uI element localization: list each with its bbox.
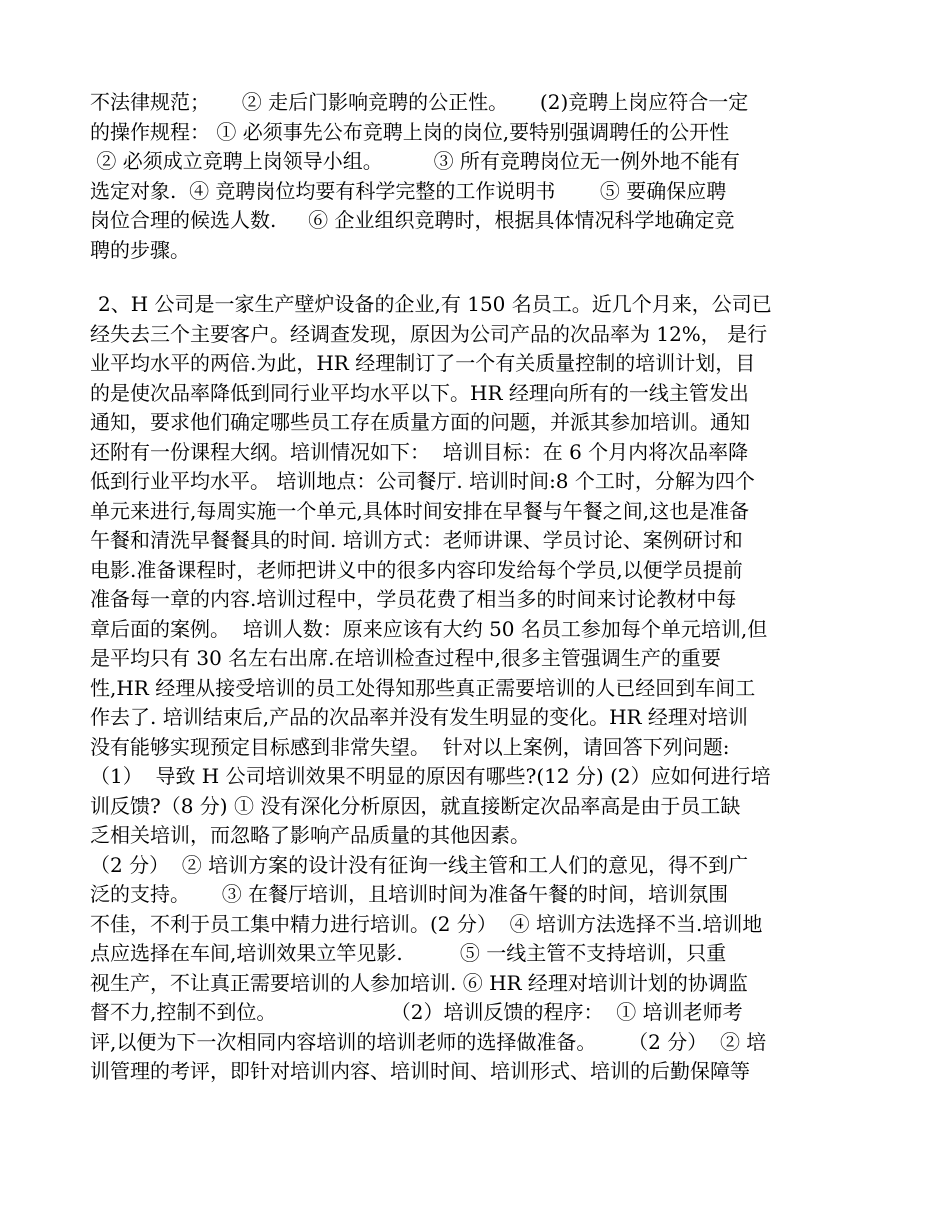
text-line: 通知，要求他们确定哪些员工存在质量方面的问题，并派其参加培训。通知	[90, 410, 750, 434]
text-line: 作去了. 培训结束后,产品的次品率并没有发生明显的变化。HR 经理对培训	[90, 705, 748, 729]
text-line: 是平均只有 30 名左右出席.在培训检查过程中,很多主管强调生产的重要	[90, 646, 721, 670]
text-line: 不佳，不利于员工集中精力进行培训。(2 分） ④ 培训方法选择不当.培训地	[90, 911, 763, 936]
text-line: 点应选择在车间,培训效果立竿见影. ⑤ 一线主管不支持培训，只重	[90, 941, 727, 965]
text-line: 聘的步骤。	[90, 237, 190, 262]
text-line: 乏相关培训，而忽略了影响产品质量的其他因素。	[90, 823, 530, 847]
text-line: （2 分） ② 培训方案的设计没有征询一线主管和工人们的意见，得不到广	[90, 852, 749, 877]
text-line: 不法律规范； ② 走后门影响竞聘的公正性。 (2)竞聘上岗应符合一定	[90, 90, 749, 114]
text-line: 泛的支持。 ③ 在餐厅培训，且培训时间为准备午餐的时间，培训氛围	[90, 882, 729, 906]
text-line: 的操作规程： ① 必须事先公布竞聘上岗的岗位,要特别强调聘任的公开性	[90, 119, 730, 144]
paragraph-training-case	[90, 290, 870, 1087]
text-line: 督不力,控制不到位。 （2）培训反馈的程序： ① 培训老师考	[90, 1000, 743, 1024]
text-line: 视生产，不让真正需要培训的人参加培训. ⑥ HR 经理对培训计划的协调监	[90, 970, 748, 995]
text-line: 午餐和清洗早餐餐具的时间. 培训方式：老师讲课、学员讨论、案例研讨和	[90, 528, 743, 552]
text-line: （1） 导致 H 公司培训效果不明显的原因有哪些?(12 分) (2）应如何进行培	[90, 764, 771, 788]
text-line: 电影.准备课程时，老师把讲义中的很多内容印发给每个学员,以便学员提前	[90, 557, 743, 582]
text-line: ② 必须成立竞聘上岗领导小组。 ③ 所有竞聘岗位无一例外地不能有	[90, 149, 740, 173]
text-line: 单元来进行,每周实施一个单元,具体时间安排在早餐与午餐之间,这也是准备	[90, 498, 750, 523]
text-line: 经失去三个主要客户。经调查发现，原因为公司产品的次品率为 12%， 是行	[90, 321, 768, 346]
text-line: 章后面的案例。 培训人数：原来应该有大约 50 名员工参加每个单元培训,但	[90, 616, 768, 641]
text-line: 没有能够实现预定目标感到非常失望。 针对以上案例，请回答下列问题:	[90, 734, 730, 759]
text-line: 2、H 公司是一家生产壁炉设备的企业,有 150 名员工。近几个月来，公司已	[98, 292, 772, 316]
paragraph-competitive-recruitment	[90, 88, 870, 265]
text-line: 训管理的考评，即针对培训内容、培训时间、培训形式、培训的后勤保障等	[90, 1059, 750, 1083]
text-line: 性,HR 经理从接受培训的员工处得知那些真正需要培训的人已经回到车间工	[90, 675, 756, 700]
text-line: 低到行业平均水平。 培训地点：公司餐厅. 培训时间:8 个工时，分解为四个	[90, 469, 755, 493]
text-line: 选定对象. ④ 竞聘岗位均要有科学完整的工作说明书 ⑤ 要确保应聘	[90, 178, 727, 203]
text-line: 评,以便为下一次相同内容培训的培训老师的选择做准备。 （2 分） ② 培	[90, 1029, 767, 1054]
text-line: 业平均水平的两倍.为此，HR 经理制订了一个有关质量控制的培训计划，目	[90, 351, 756, 375]
text-line: 还附有一份课程大纲。培训情况如下： 培训目标：在 6 个月内将次品率降	[90, 439, 749, 464]
text-line: 准备每一章的内容.培训过程中，学员花费了相当多的时间来讨论教材中每	[90, 587, 737, 611]
text-line: 的是使次品率降低到同行业平均水平以下。HR 经理向所有的一线主管发出	[90, 380, 749, 405]
text-line: 岗位合理的候选人数. ⑥ 企业组织竞聘时，根据具体情况科学地确定竞	[90, 208, 735, 232]
text-line: 训反馈?（8 分) ① 没有深化分析原因，就直接断定次品率高是由于员工缺	[90, 793, 741, 818]
